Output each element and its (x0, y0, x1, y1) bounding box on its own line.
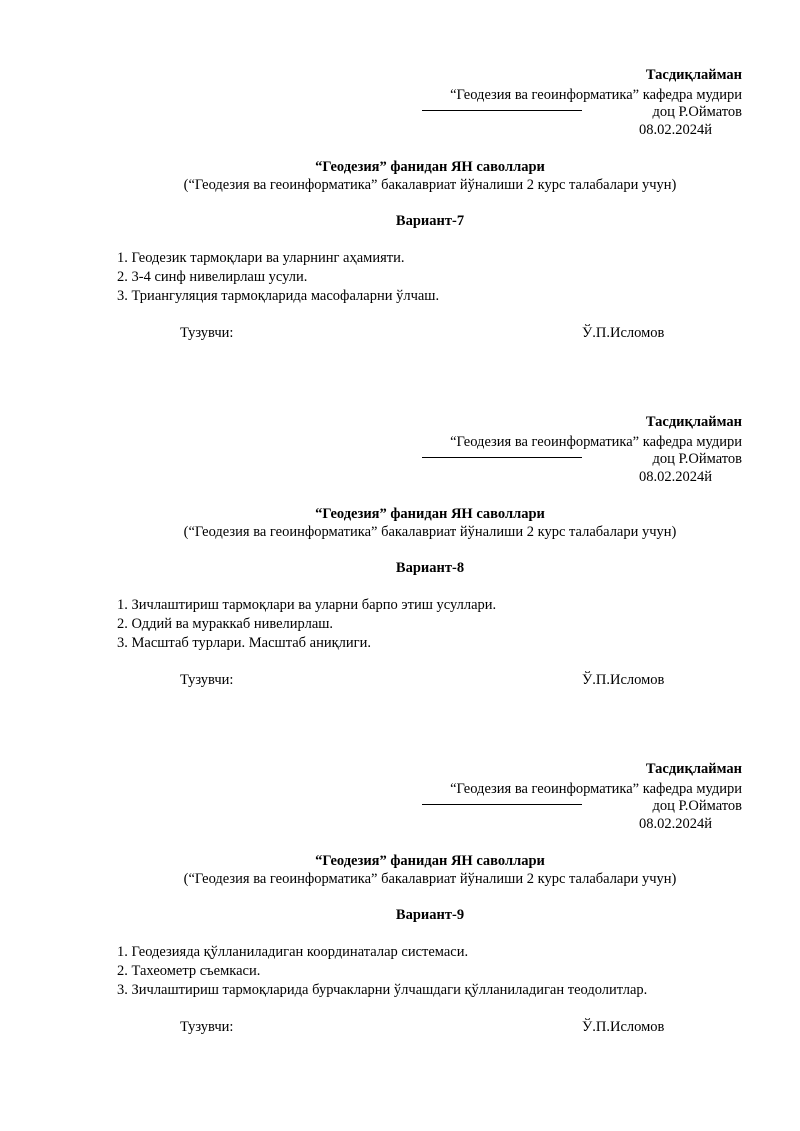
variant-heading: Вариант-9 (395, 907, 465, 923)
approval-date: 08.02.2024й (638, 122, 712, 138)
approval-date: 08.02.2024й (638, 816, 712, 832)
approval-date: 08.02.2024й (638, 469, 712, 485)
question-item: 3. Зичлаштириш тармоқларида бурчакларни ўлчашдаги қўлланиладиган теодолитлар. (117, 982, 648, 998)
compiler-name: Ў.П.Исломов (582, 325, 665, 341)
question-item: 1. Геодезик тармоқлари ва уларнинг аҳамияти. (117, 250, 405, 266)
exam-subtitle: (“Геодезия ва геоинформатика” бакалавриат йўналиши 2 курс талабалари учун) (183, 871, 677, 887)
signature-line (422, 110, 582, 111)
approval-department: “Геодезия ва геоинформатика” кафедра мудири (450, 87, 742, 103)
approval-head: доц Р.Ойматов (652, 451, 742, 467)
question-item: 2. Оддий ва мураккаб нивелирлаш. (117, 616, 334, 632)
compiler-label: Тузувчи: (180, 325, 234, 341)
variant-heading: Вариант-7 (395, 213, 465, 229)
exam-variant-block (0, 760, 800, 1105)
approval-title: Тасдиқлайман (645, 414, 742, 430)
approval-head: доц Р.Ойматов (652, 798, 742, 814)
exam-title: “Геодезия” фанидан ЯН саволлари (315, 159, 545, 175)
exam-title: “Геодезия” фанидан ЯН саволлари (315, 853, 545, 869)
exam-variant-block (0, 413, 800, 758)
exam-subtitle: (“Геодезия ва геоинформатика” бакалавриат йўналиши 2 курс талабалари учун) (183, 177, 677, 193)
compiler-name: Ў.П.Исломов (582, 1019, 665, 1035)
exam-subtitle: (“Геодезия ва геоинформатика” бакалавриат йўналиши 2 курс талабалари учун) (183, 524, 677, 540)
question-item: 3. Триангуляция тармоқларида масофаларни ўлчаш. (117, 288, 440, 304)
approval-title: Тасдиқлайман (645, 761, 742, 777)
variant-heading: Вариант-8 (395, 560, 465, 576)
approval-department: “Геодезия ва геоинформатика” кафедра мудири (450, 434, 742, 450)
approval-title: Тасдиқлайман (645, 67, 742, 83)
question-item: 3. Масштаб турлари. Масштаб аниқлиги. (117, 635, 371, 651)
approval-department: “Геодезия ва геоинформатика” кафедра мудири (450, 781, 742, 797)
compiler-label: Тузувчи: (180, 1019, 234, 1035)
question-list (117, 943, 647, 1000)
approval-head: доц Р.Ойматов (652, 104, 742, 120)
compiler-label: Тузувчи: (180, 672, 234, 688)
compiler-name: Ў.П.Исломов (582, 672, 665, 688)
question-list (117, 596, 496, 653)
question-list (117, 249, 439, 306)
question-item: 1. Зичлаштириш тармоқлари ва уларни барпо этиш усуллари. (117, 597, 497, 613)
exam-title: “Геодезия” фанидан ЯН саволлари (315, 506, 545, 522)
signature-line (422, 457, 582, 458)
question-item: 2. 3-4 синф нивелирлаш усули. (117, 269, 308, 285)
exam-variant-block (0, 66, 800, 411)
question-item: 1. Геодезияда қўлланиладиган координаталар системаси. (117, 944, 469, 960)
signature-line (422, 804, 582, 805)
question-item: 2. Тахеометр съемкаси. (117, 963, 261, 979)
